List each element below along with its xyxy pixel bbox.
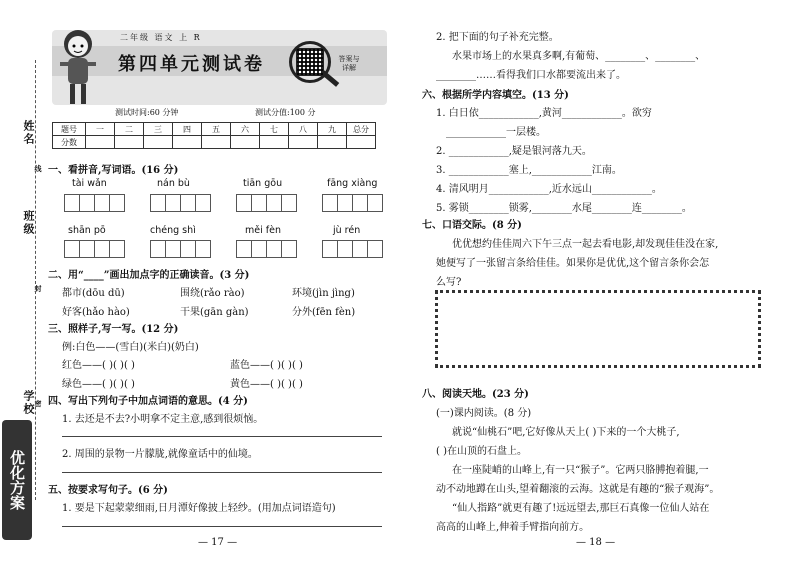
answer-line[interactable] xyxy=(62,526,382,527)
score-cell: 四 xyxy=(173,123,202,136)
score-cell[interactable] xyxy=(173,136,202,149)
fill-line[interactable]: ________……看得我们口水都要流出来了。 xyxy=(436,70,626,81)
q3-title: 三、照样子,写一写。(12 分) xyxy=(48,324,179,335)
qr-code-icon[interactable] xyxy=(296,48,324,76)
q3-row[interactable]: 黄色——( )( )( ) xyxy=(230,379,303,390)
writing-grid[interactable] xyxy=(322,240,382,258)
pinyin: jù rén xyxy=(333,225,361,236)
q2-title: 二、用“____”画出加点字的正确读音。(3 分) xyxy=(48,270,250,281)
writing-grid[interactable] xyxy=(322,194,382,212)
q6-title: 六、根据所学内容填空。(13 分) xyxy=(422,90,569,101)
q5-title: 五、按要求写句子。(6 分) xyxy=(48,485,168,496)
seal-line-mark: 线 xyxy=(34,165,43,174)
reading-line: 高高的山峰上,伸着手臂指向前方。 xyxy=(436,522,590,533)
pinyin: nán bù xyxy=(157,178,190,189)
pinyin: chéng shì xyxy=(150,225,196,236)
pinyin: tiān gōu xyxy=(243,178,283,189)
score-cell[interactable] xyxy=(289,136,318,149)
score-table xyxy=(52,122,376,149)
writing-grid[interactable] xyxy=(150,240,210,258)
writing-grid[interactable] xyxy=(64,240,124,258)
q4-sentence-2: 2. 周围的景物一片朦胧,就像童话中的仙境。 xyxy=(62,449,258,460)
score-cell: 分数 xyxy=(53,136,86,149)
cut-line xyxy=(35,60,36,500)
pinyin: měi fèn xyxy=(245,225,281,236)
school-label: 学校 xyxy=(22,390,35,416)
q8-subtitle: (一)课内阅读。(8 分) xyxy=(436,408,532,419)
score-cell: 八 xyxy=(289,123,318,136)
q8-title: 八、阅读天地。(23 分) xyxy=(422,389,529,400)
score-cell: 题号 xyxy=(53,123,86,136)
q3-row[interactable]: 红色——( )( )( ) xyxy=(62,360,135,371)
reading-choice[interactable]: 干果(gān gàn) xyxy=(180,307,249,318)
page-title: 第四单元测试卷 xyxy=(118,54,265,75)
q4-sentence-1: 1. 去还是不去?小明拿不定主意,感到很烦恼。 xyxy=(62,414,264,425)
score-cell[interactable] xyxy=(115,136,144,149)
q3-example: 例:白色——(雪白)(米白)(奶白) xyxy=(62,342,199,353)
score-cell: 六 xyxy=(231,123,260,136)
score-cell: 三 xyxy=(144,123,173,136)
brand-logo: 优化方案 xyxy=(2,420,32,540)
score-cell: 总分 xyxy=(347,123,376,136)
writing-grid[interactable] xyxy=(236,240,296,258)
score-cell[interactable] xyxy=(260,136,289,149)
secret-mark: 密 xyxy=(34,400,43,409)
fill-item[interactable]: 2. ____________,疑是银河落九天。 xyxy=(436,146,592,157)
writing-grid[interactable] xyxy=(150,194,210,212)
reading-line: ( )在山顶的石盘上。 xyxy=(436,446,527,457)
reading-line: 动不动地蹲在山头,望着翻滚的云海。这就是有趣的“猴子观海”。 xyxy=(436,484,720,495)
grade-line: 二年级 语文 上 R xyxy=(120,33,202,42)
answer-line[interactable] xyxy=(62,472,382,473)
pinyin: fāng xiàng xyxy=(327,178,378,189)
page-number: — 18 — xyxy=(576,537,616,548)
writing-grid[interactable] xyxy=(236,194,296,212)
page-number: — 17 — xyxy=(198,537,238,548)
fill-item[interactable]: 3. ____________塞上,____________江南。 xyxy=(436,165,622,176)
fill-item[interactable]: 4. 清风明月____________,近水远山____________。 xyxy=(436,184,662,195)
score-cell[interactable] xyxy=(86,136,115,149)
test-score: 测试分值:100 分 xyxy=(255,108,316,117)
cartoon-girl-icon xyxy=(55,24,101,110)
reading-choice[interactable]: 都市(dōu dū) xyxy=(62,288,125,299)
q1-title: 一、看拼音,写词语。(16 分) xyxy=(48,165,179,176)
q7-text: 么写? xyxy=(436,277,462,288)
answer-line[interactable] xyxy=(62,436,382,437)
test-time: 测试时间:60 分钟 xyxy=(115,108,179,117)
class-label: 班级 xyxy=(22,210,35,236)
writing-grid[interactable] xyxy=(64,194,124,212)
right-page xyxy=(400,0,800,566)
score-cell[interactable] xyxy=(318,136,347,149)
q5-sentence-1: 1. 要是下起蒙蒙细雨,日月潭好像披上轻纱。(用加点词语造句) xyxy=(62,503,336,514)
reading-choice[interactable]: 分外(fēn fèn) xyxy=(292,307,356,318)
fill-item[interactable]: 5. 雾锁________锁雾,________水尾________连________。 xyxy=(436,203,692,214)
reading-choice[interactable]: 环境(jìn jìng) xyxy=(292,288,355,299)
pinyin: shān pō xyxy=(68,225,106,236)
score-row-header xyxy=(53,123,376,136)
score-cell[interactable] xyxy=(202,136,231,149)
fill-item[interactable]: ____________一层楼。 xyxy=(446,127,546,138)
q4-title: 四、写出下列句子中加点词语的意思。(4 分) xyxy=(48,396,248,407)
q3-row[interactable]: 蓝色——( )( )( ) xyxy=(230,360,303,371)
fill-line[interactable]: 水果市场上的水果真多啊,有葡萄、________、________、 xyxy=(452,51,706,62)
reading-line: 就说“仙桃石”吧,它好像从天上( )下来的一个大桃子, xyxy=(452,427,680,438)
score-cell: 五 xyxy=(202,123,231,136)
reading-line: “仙人指路”就更有趣了!远远望去,那巨石真像一位仙人站在 xyxy=(452,503,710,514)
score-cell: 一 xyxy=(86,123,115,136)
answer-tag: 答案与详解 xyxy=(338,55,360,72)
q7-text: 她便写了一张留言条给佳佳。如果你是优优,这个留言条你会怎 xyxy=(436,258,710,269)
q7-title: 七、口语交际。(8 分) xyxy=(422,220,522,231)
score-cell: 七 xyxy=(260,123,289,136)
score-cell: 二 xyxy=(115,123,144,136)
binding-strip xyxy=(0,0,43,566)
score-cell[interactable] xyxy=(144,136,173,149)
score-row-values xyxy=(53,136,376,149)
reading-choice[interactable]: 好客(hǎo hào) xyxy=(62,307,130,318)
fill-item[interactable]: 1. 白日依____________,黄河____________。欲穷 xyxy=(436,108,652,119)
reading-choice[interactable]: 围绕(rǎo rào) xyxy=(180,288,245,299)
score-cell[interactable] xyxy=(347,136,376,149)
score-cell[interactable] xyxy=(231,136,260,149)
name-label: 姓名 xyxy=(22,120,35,146)
seal-mark: 封 xyxy=(34,285,43,294)
q7-text: 优优想约佳佳周六下午三点一起去看电影,却发现佳佳没在家, xyxy=(452,239,719,250)
q5-sentence-2: 2. 把下面的句子补充完整。 xyxy=(436,32,559,43)
q3-row[interactable]: 绿色——( )( )( ) xyxy=(62,379,135,390)
score-cell: 九 xyxy=(318,123,347,136)
message-note-box[interactable] xyxy=(435,290,761,368)
pinyin: tài wǎn xyxy=(72,178,107,189)
reading-line: 在一座陡峭的山峰上,有一只“猴子”。它两只胳膊抱着腿,一 xyxy=(452,465,709,476)
